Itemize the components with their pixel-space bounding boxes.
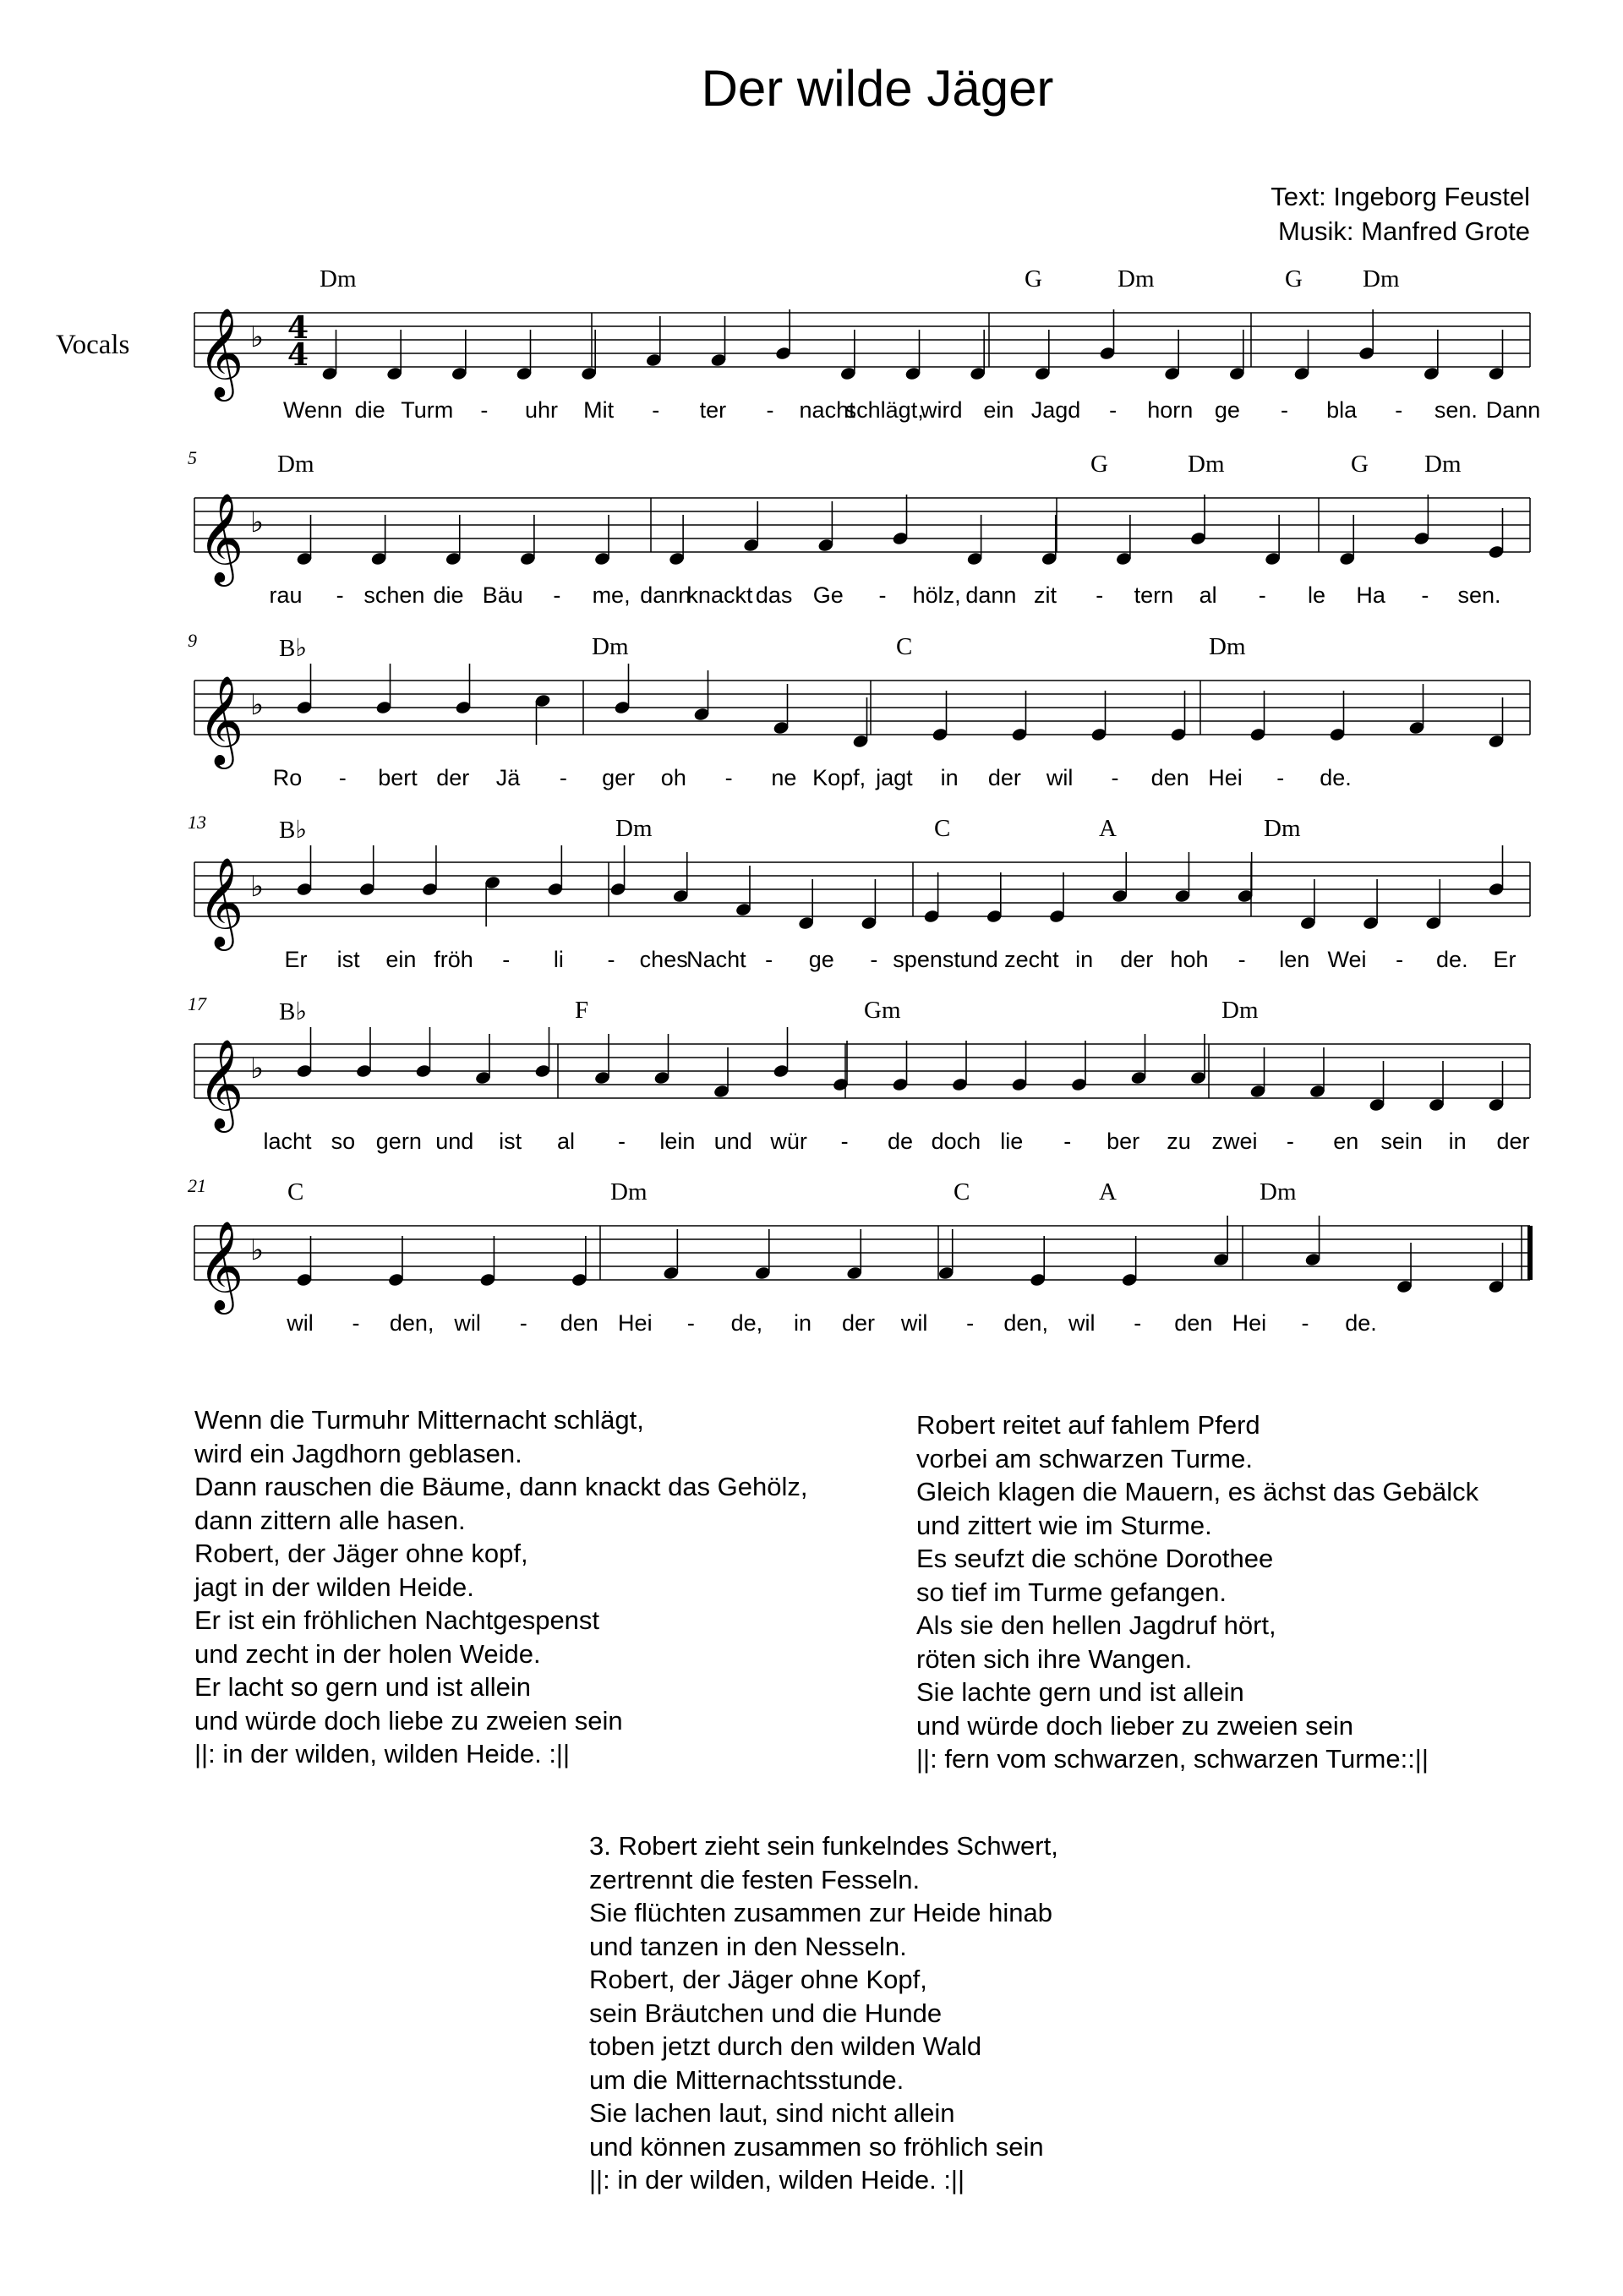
lyric-hyphen: -	[724, 765, 733, 790]
verse-line: röten sich ihre Wangen.	[916, 1643, 1193, 1674]
verse-line: Als sie den hellen Jagdruf hört,	[916, 1610, 1276, 1640]
lyric-hyphen: -	[1258, 582, 1266, 608]
music-system	[0, 1175, 1623, 1369]
lyric-hyphen: -	[1301, 1310, 1309, 1336]
lyric-syllable: de.	[1345, 1310, 1377, 1336]
lyric-syllable: oh	[660, 765, 686, 790]
chord-symbol: Dm	[320, 265, 357, 292]
flat-key-signature-icon: ♭	[250, 1052, 265, 1085]
lyric-syllable: dann	[965, 582, 1017, 608]
lyric-syllable: me,	[592, 582, 631, 608]
lyric-hyphen: -	[1421, 582, 1429, 608]
lyric-syllable: Hei	[1208, 765, 1243, 790]
music-system	[0, 630, 1623, 824]
verse-line: und tanzen in den Nesseln.	[589, 1931, 907, 1961]
lyric-hyphen: -	[1063, 1129, 1072, 1154]
lyric-syllable: wil	[1046, 765, 1074, 790]
lyric-syllable: al	[557, 1129, 576, 1154]
lyric-syllable: in	[793, 1310, 812, 1336]
lyric-syllable: ist	[499, 1129, 522, 1154]
verse-line: dann zittern alle hasen.	[194, 1505, 466, 1535]
lyric-syllable: zwei	[1211, 1129, 1258, 1154]
flat-key-signature-icon: ♭	[250, 688, 265, 722]
lyric-syllable: sein	[1380, 1129, 1423, 1154]
music-system	[0, 993, 1623, 1188]
lyric-syllable: horn	[1147, 397, 1194, 423]
lyric-hyphen: -	[870, 947, 878, 972]
lyric-syllable: nacht	[799, 397, 855, 423]
lyric-syllable: in	[1448, 1129, 1467, 1154]
chord-symbol: Dm	[1260, 1178, 1297, 1205]
lyric-syllable: lacht	[263, 1129, 312, 1154]
verse-line: wird ein Jagdhorn geblasen.	[194, 1438, 522, 1468]
lyric-hyphen: -	[966, 1310, 975, 1336]
lyric-syllable: ter	[699, 397, 727, 423]
lyric-syllable: bert	[378, 765, 418, 790]
treble-clef-icon: 𝄞	[198, 1220, 244, 1310]
chord-symbol: Dm	[610, 1178, 648, 1205]
lyric-syllable: ge	[808, 947, 834, 972]
lyric-syllable: ein	[385, 947, 417, 972]
lyric-syllable: dann	[640, 582, 691, 608]
lyric-syllable: in	[940, 765, 959, 790]
lyric-syllable: Kopf,	[812, 765, 866, 790]
chord-symbol: Dm	[1363, 265, 1400, 292]
staff	[0, 271, 1623, 456]
verse-line: toben jetzt durch den wilden Wald	[589, 2031, 982, 2061]
staff	[0, 820, 1623, 1006]
verse-line: Er ist ein fröhlichen Nachtgespenst	[194, 1605, 600, 1635]
lyric-syllable: fröh	[434, 947, 473, 972]
lyric-syllable: schlägt,	[844, 397, 924, 423]
lyric-syllable: rau	[269, 582, 303, 608]
lyric-syllable: li	[553, 947, 564, 972]
lyric-hyphen: -	[336, 582, 344, 608]
credit-music: Musik: Manfred Grote	[1277, 216, 1530, 246]
lyric-syllable: Turm	[401, 397, 454, 423]
lyric-syllable: Hei	[618, 1310, 653, 1336]
lyric-syllable: das	[755, 582, 793, 608]
lyric-syllable: der	[842, 1310, 876, 1336]
verse-line: Robert reitet auf fahlem Pferd	[916, 1410, 1260, 1440]
verse-line: und zecht in der holen Weide.	[194, 1638, 541, 1669]
music-system	[0, 812, 1623, 1006]
verse-line: Wenn die Turmuhr Mitternacht schlägt,	[194, 1405, 644, 1435]
music-system	[0, 265, 1623, 456]
verse-line: ||: fern vom schwarzen, schwarzen Turme::||	[916, 1744, 1429, 1774]
treble-clef-icon: 𝄞	[198, 675, 244, 765]
lyric-syllable: len	[1279, 947, 1310, 972]
lyric-syllable: ein	[983, 397, 1014, 423]
lyric-syllable: de.	[1320, 765, 1352, 790]
verse-line: und würde doch liebe zu zweien sein	[194, 1705, 623, 1736]
lyric-syllable: zit	[1034, 582, 1057, 608]
lyric-syllable: die	[433, 582, 464, 608]
measure-number: 21	[188, 1175, 206, 1196]
lyric-hyphen: -	[840, 1129, 849, 1154]
lyric-syllable: der	[987, 765, 1021, 790]
lyric-hyphen: -	[766, 397, 774, 423]
chord-symbol: Dm	[1424, 451, 1462, 478]
chord-symbol: G	[1285, 265, 1303, 292]
lyric-syllable: zecht	[1004, 947, 1059, 972]
verse-line: Gleich klagen die Mauern, es ächst das Gebälck	[916, 1477, 1479, 1506]
lyric-syllable: uhr	[524, 397, 558, 423]
lyric-syllable: jagt	[876, 765, 913, 790]
lyric-syllable: Ha	[1356, 582, 1385, 608]
chord-symbol: G	[1090, 451, 1108, 478]
measure-number: 5	[188, 447, 197, 468]
lyric-hyphen: -	[1286, 1129, 1294, 1154]
lyric-syllable: spenst	[893, 947, 960, 972]
lyric-syllable: wil	[287, 1310, 314, 1336]
chord-symbol: C	[896, 633, 913, 660]
song-title: Der wilde Jäger	[701, 60, 1054, 117]
music-system	[0, 447, 1623, 642]
lyric-syllable: Mit	[583, 397, 615, 423]
lyric-syllable: bla	[1326, 397, 1358, 423]
verse-line: ||: in der wilden, wilden Heide. :||	[194, 1739, 571, 1768]
chord-symbol: Dm	[1118, 265, 1155, 292]
staff	[0, 1002, 1623, 1188]
lyric-syllable: lie	[1000, 1129, 1024, 1154]
lyric-syllable: der	[1120, 947, 1154, 972]
chord-symbol: G	[1025, 265, 1042, 292]
lyric-syllable: en	[1333, 1129, 1359, 1154]
lyric-syllable: de	[887, 1129, 914, 1154]
lyric-syllable: Jagd	[1030, 397, 1081, 423]
verse-line: und können zusammen so fröhlich sein	[589, 2131, 1044, 2162]
lyric-syllable: de.	[1436, 947, 1468, 972]
verse-line: und zittert wie im Sturme.	[916, 1510, 1212, 1540]
lyric-syllable: die	[354, 397, 385, 423]
chord-symbol: B♭	[279, 817, 308, 844]
measure-number: 17	[188, 993, 206, 1014]
chord-symbol: Dm	[615, 815, 653, 842]
lyric-hyphen: -	[502, 947, 511, 972]
verse-3	[589, 1829, 1058, 2197]
verse-line: vorbei am schwarzen Turme.	[916, 1443, 1253, 1473]
lyric-hyphen: -	[1134, 1310, 1142, 1336]
time-signature: 4	[287, 337, 309, 373]
measure-number: 9	[188, 630, 197, 651]
lyric-syllable: den	[1174, 1310, 1213, 1336]
lyric-syllable: doch	[931, 1129, 981, 1154]
lyric-syllable: und	[713, 1129, 752, 1154]
credit-text: Text: Ingeborg Feustel	[1271, 182, 1530, 211]
verse-line: zertrennt die festen Fesseln.	[589, 1864, 921, 1894]
flat-key-signature-icon: ♭	[250, 870, 265, 904]
lyric-syllable: wür	[770, 1129, 807, 1154]
lyric-syllable: lein	[659, 1129, 696, 1154]
credits	[1271, 179, 1530, 249]
verse-line: jagt in der wilden Heide.	[194, 1572, 474, 1602]
verse-line: ||: in der wilden, wilden Heide. :||	[589, 2165, 965, 2195]
lyric-syllable: tern	[1134, 582, 1174, 608]
staff	[0, 1184, 1623, 1369]
lyric-syllable: ist	[336, 947, 360, 972]
lyric-hyphen: -	[652, 397, 660, 423]
lyric-syllable: Hei	[1232, 1310, 1267, 1336]
measure-number: 13	[188, 812, 206, 833]
chord-symbol: C	[934, 815, 951, 842]
verse-line: Robert, der Jäger ohne Kopf,	[589, 1965, 927, 1994]
chord-symbol: Dm	[1188, 451, 1225, 478]
chord-symbol: Dm	[277, 451, 314, 478]
lyric-syllable: der	[1496, 1129, 1530, 1154]
lyric-syllable: sen.	[1457, 582, 1501, 608]
verse-line: Dann rauschen die Bäume, dann knackt das Gehölz,	[194, 1472, 808, 1501]
lyric-syllable: in	[1075, 947, 1094, 972]
verse-line: 3. Robert zieht sein funkelndes Schwert,	[589, 1831, 1058, 1861]
time-signature: 4	[287, 310, 309, 346]
lyric-syllable: wil	[900, 1310, 928, 1336]
lyric-syllable: zu	[1167, 1129, 1191, 1154]
lyric-syllable: und	[959, 947, 998, 972]
lyric-syllable: Bäu	[482, 582, 523, 608]
lyric-hyphen: -	[553, 582, 561, 608]
lyric-hyphen: -	[765, 947, 773, 972]
lyric-hyphen: -	[1395, 397, 1403, 423]
lyric-syllable: und	[435, 1129, 474, 1154]
lyric-hyphen: -	[617, 1129, 626, 1154]
chord-symbol: Gm	[864, 997, 901, 1024]
verse-1	[194, 1403, 808, 1771]
lyric-syllable: wil	[454, 1310, 481, 1336]
verse-line: Sie lachen laut, sind nicht allein	[589, 2098, 955, 2128]
chord-symbol: B♭	[279, 635, 308, 662]
verse-line: Robert, der Jäger ohne kopf,	[194, 1539, 528, 1568]
lyric-syllable: hölz,	[912, 582, 961, 608]
treble-clef-icon: 𝄞	[198, 307, 244, 397]
lyric-syllable: schen	[363, 582, 425, 608]
lyric-hyphen: -	[352, 1310, 360, 1336]
lyric-syllable: knackt	[686, 582, 753, 608]
lyric-syllable: Wei	[1327, 947, 1367, 972]
chord-symbol: A	[1099, 1178, 1117, 1205]
lyric-syllable: der	[436, 765, 470, 790]
part-name: Vocals	[56, 330, 130, 360]
lyric-syllable: Er	[1493, 947, 1516, 972]
treble-clef-icon: 𝄞	[198, 1038, 244, 1129]
lyric-syllable: den,	[389, 1310, 434, 1336]
lyric-syllable: Wenn	[282, 397, 343, 423]
lyric-syllable: ge	[1214, 397, 1240, 423]
verse-line: Sie lachte gern und ist allein	[916, 1677, 1244, 1707]
chord-symbol: Dm	[1221, 997, 1259, 1024]
chord-symbol: B♭	[279, 998, 308, 1025]
lyric-hyphen: -	[1276, 765, 1285, 790]
chord-symbol: A	[1099, 815, 1117, 842]
lyric-syllable: so	[331, 1129, 356, 1154]
chord-symbol: Dm	[1264, 815, 1301, 842]
lyric-hyphen: -	[1281, 397, 1289, 423]
lyric-hyphen: -	[686, 1310, 695, 1336]
treble-clef-icon: 𝄞	[198, 856, 244, 947]
lyric-hyphen: -	[559, 765, 567, 790]
verse-2	[916, 1408, 1478, 1776]
chord-symbol: G	[1351, 451, 1369, 478]
verse-line: um die Mitternachtsstunde.	[589, 2064, 904, 2095]
lyric-syllable: Ge	[812, 582, 844, 608]
lyric-syllable: den	[560, 1310, 598, 1336]
lyric-syllable: gern	[375, 1129, 422, 1154]
lyric-syllable: ger	[602, 765, 636, 790]
lyric-hyphen: -	[1096, 582, 1104, 608]
lyric-hyphen: -	[1396, 947, 1404, 972]
flat-key-signature-icon: ♭	[250, 1233, 265, 1267]
verse-line: und würde doch lieber zu zweien sein	[916, 1710, 1353, 1741]
lyric-syllable: Er	[284, 947, 308, 972]
lyric-hyphen: -	[480, 397, 489, 423]
staff	[0, 638, 1623, 824]
lyric-hyphen: -	[519, 1310, 527, 1336]
chord-symbol: F	[575, 997, 589, 1024]
lyric-syllable: ne	[771, 765, 797, 790]
lyric-syllable: wil	[1068, 1310, 1096, 1336]
verse-line: Er lacht so gern und ist allein	[194, 1672, 532, 1702]
lyric-syllable: ches	[639, 947, 688, 972]
lyric-syllable: Dann	[1485, 397, 1541, 423]
lyric-hyphen: -	[878, 582, 887, 608]
lyric-syllable: Nacht	[686, 947, 746, 972]
chord-symbol: Dm	[592, 633, 629, 660]
chord-symbol: Dm	[1209, 633, 1246, 660]
chord-symbol: C	[954, 1178, 970, 1205]
lyric-hyphen: -	[1238, 947, 1246, 972]
lyric-syllable: le	[1307, 582, 1325, 608]
verse-line: Es seufzt die schöne Dorothee	[916, 1544, 1274, 1573]
lyric-syllable: sen.	[1434, 397, 1478, 423]
lyric-hyphen: -	[338, 765, 347, 790]
lyric-syllable: Jä	[495, 765, 521, 790]
lyric-syllable: al	[1199, 582, 1217, 608]
lyric-hyphen: -	[607, 947, 615, 972]
flat-key-signature-icon: ♭	[250, 506, 265, 539]
lyric-syllable: de,	[730, 1310, 763, 1336]
lyric-syllable: den	[1150, 765, 1189, 790]
staff	[0, 456, 1623, 642]
verse-line: sein Bräutchen und die Hunde	[589, 1998, 943, 2028]
lyric-hyphen: -	[1111, 765, 1119, 790]
treble-clef-icon: 𝄞	[198, 492, 244, 582]
lyric-syllable: Ro	[272, 765, 303, 790]
verse-line: so tief im Turme gefangen.	[916, 1577, 1227, 1607]
lyric-syllable: wird	[921, 397, 963, 423]
chord-symbol: C	[287, 1178, 304, 1205]
lyric-syllable: hoh	[1170, 947, 1209, 972]
lyric-syllable: ber	[1107, 1129, 1140, 1154]
lyric-hyphen: -	[1109, 397, 1118, 423]
verse-line: Sie flüchten zusammen zur Heide hinab	[589, 1898, 1052, 1927]
flat-key-signature-icon: ♭	[250, 320, 265, 354]
lyric-syllable: den,	[1003, 1310, 1048, 1336]
